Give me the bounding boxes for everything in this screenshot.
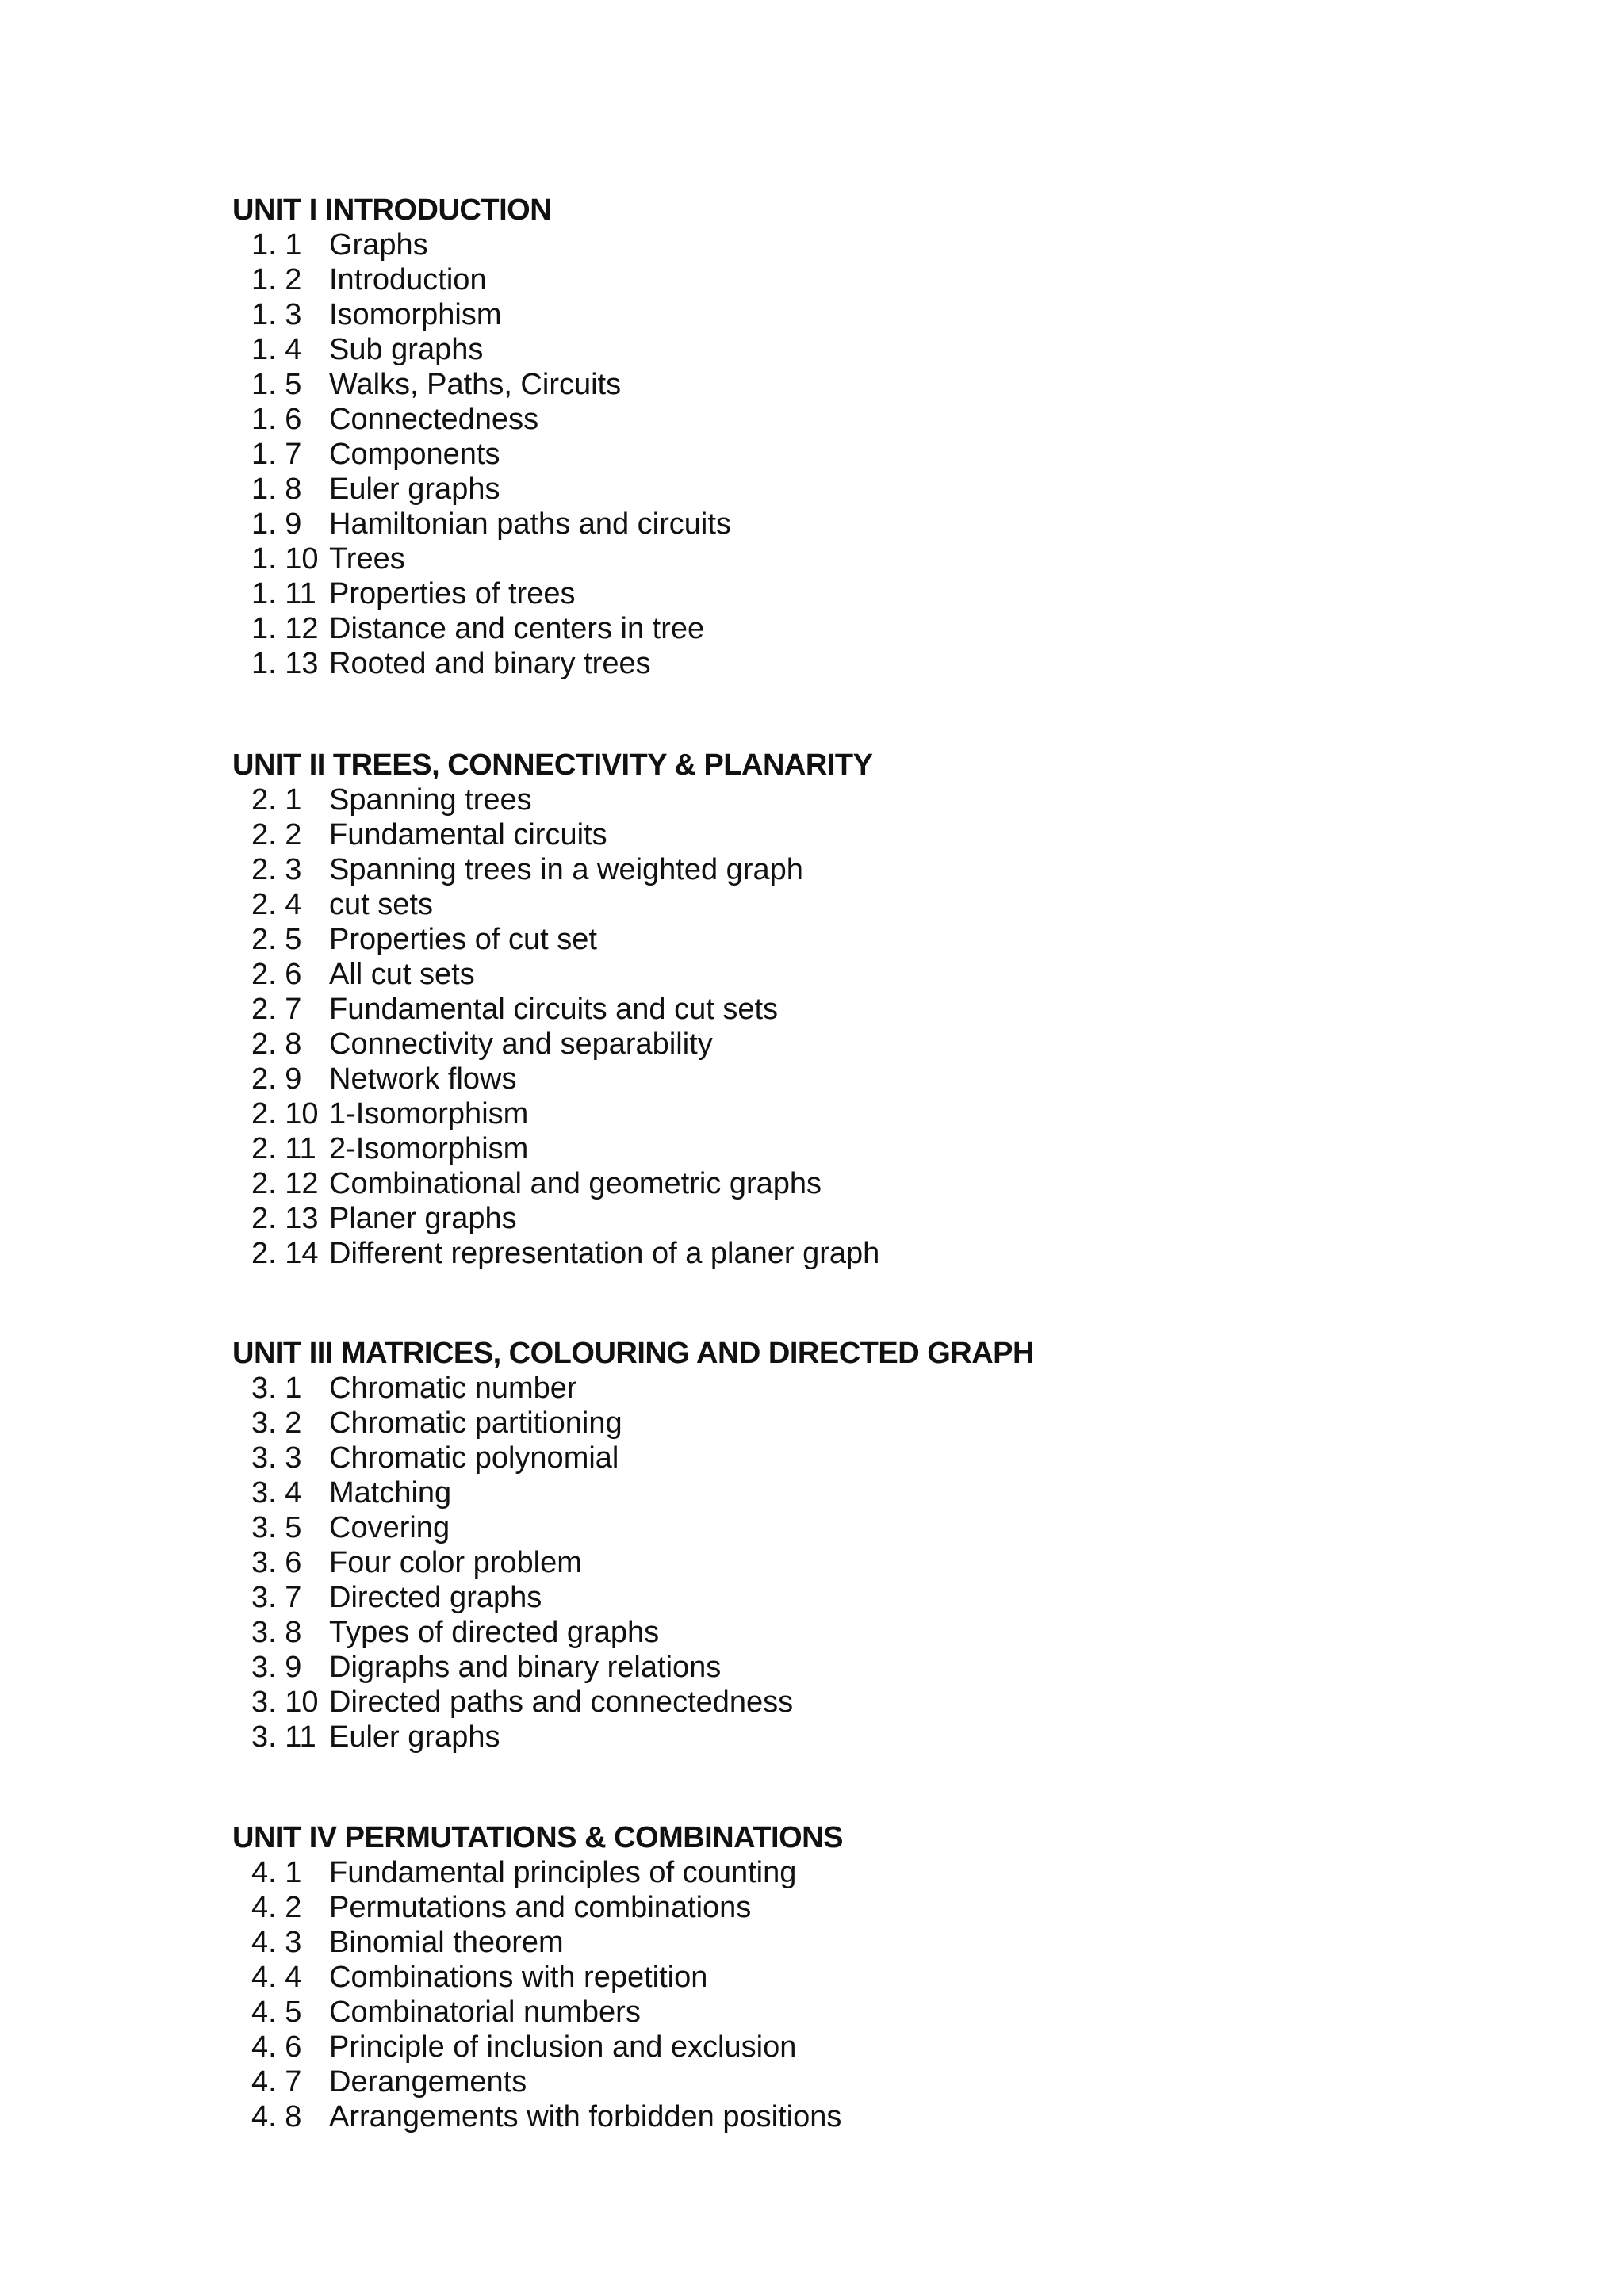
topic-number: 4. 8	[251, 2100, 302, 2133]
topic-label: All cut sets	[329, 958, 475, 991]
topic-label: Introduction	[329, 263, 487, 297]
topic-row	[232, 1650, 1034, 1685]
topic-label: Covering	[329, 1511, 450, 1544]
topic-number: 2. 4	[251, 888, 302, 921]
topic-label: Spanning trees	[329, 783, 532, 817]
topic-row	[232, 2064, 843, 2099]
topic-label: 1-Isomorphism	[329, 1097, 529, 1131]
topic-label: Combinatorial numbers	[329, 1996, 641, 2029]
topic-label: Connectivity and separability	[329, 1027, 713, 1061]
topic-row	[232, 1960, 843, 1995]
topic-row	[232, 1615, 1034, 1650]
topic-label: Directed paths and connectedness	[329, 1686, 794, 1719]
topic-number: 3. 3	[251, 1441, 302, 1475]
topic-number: 2. 11	[251, 1132, 316, 1165]
topic-number: 4. 7	[251, 2065, 302, 2099]
topic-number: 4. 6	[251, 2030, 302, 2064]
topic-row	[232, 576, 731, 611]
topic-number: 2. 6	[251, 958, 302, 991]
topic-row	[232, 541, 731, 576]
topic-row	[232, 297, 731, 332]
topic-number: 3. 8	[251, 1616, 302, 1649]
topic-number: 4. 4	[251, 1961, 302, 1994]
topic-label: Planer graphs	[329, 1202, 517, 1235]
topic-number: 1. 3	[251, 298, 302, 331]
topic-row	[232, 2099, 843, 2134]
topic-label: Combinational and geometric graphs	[329, 1167, 822, 1200]
topic-label: Permutations and combinations	[329, 1891, 752, 1924]
topic-label: Network flows	[329, 1062, 517, 1096]
topic-row	[232, 1096, 879, 1131]
topic-row	[232, 1062, 879, 1096]
topic-label: Properties of cut set	[329, 923, 597, 956]
topic-label: cut sets	[329, 888, 433, 921]
topic-number: 4. 2	[251, 1891, 302, 1924]
topic-label: Euler graphs	[329, 1720, 500, 1754]
topic-row	[232, 332, 731, 367]
topic-number: 2. 7	[251, 993, 302, 1026]
topic-number: 1. 12	[251, 612, 319, 645]
unit-title: UNIT III MATRICES, COLOURING AND DIRECTED GRAPH	[232, 1337, 1034, 1370]
topic-number: 3. 6	[251, 1546, 302, 1579]
topic-label: Properties of trees	[329, 577, 576, 610]
topic-label: Sub graphs	[329, 333, 484, 366]
unit-section	[232, 193, 731, 681]
topic-row	[232, 262, 731, 297]
topic-row	[232, 1720, 1034, 1755]
topic-label: Directed graphs	[329, 1581, 542, 1614]
topic-row	[232, 992, 879, 1027]
topic-row	[232, 437, 731, 472]
topic-label: Arrangements with forbidden positions	[329, 2100, 842, 2133]
topic-label: Types of directed graphs	[329, 1616, 660, 1649]
topic-label: Binomial theorem	[329, 1926, 564, 1959]
topic-number: 3. 1	[251, 1372, 302, 1405]
topic-row	[232, 507, 731, 541]
topic-number: 2. 14	[251, 1237, 319, 1270]
topic-number: 2. 10	[251, 1097, 319, 1131]
topic-number: 2. 9	[251, 1062, 302, 1096]
topic-number: 3. 2	[251, 1406, 302, 1440]
topic-label: 2-Isomorphism	[329, 1132, 529, 1165]
topic-number: 4. 3	[251, 1926, 302, 1959]
topic-label: Isomorphism	[329, 298, 502, 331]
topic-label: Walks, Paths, Circuits	[329, 368, 622, 401]
topic-number: 2. 5	[251, 923, 302, 956]
topic-row	[232, 228, 731, 262]
topic-number: 2. 12	[251, 1167, 319, 1200]
topic-row	[232, 852, 879, 887]
topic-list	[232, 228, 731, 681]
topic-row	[232, 1166, 879, 1201]
topic-label: Chromatic polynomial	[329, 1441, 619, 1475]
topic-label: Graphs	[329, 228, 428, 262]
topic-number: 2. 3	[251, 853, 302, 886]
topic-label: Components	[329, 438, 500, 471]
unit-title: UNIT IV PERMUTATIONS & COMBINATIONS	[232, 1821, 843, 1854]
topic-row	[232, 1201, 879, 1236]
topic-number: 1. 8	[251, 473, 302, 506]
topic-number: 3. 11	[251, 1720, 316, 1754]
topic-row	[232, 1441, 1034, 1475]
unit-section	[232, 1336, 1034, 1755]
topic-number: 1. 9	[251, 507, 302, 541]
topic-row	[232, 1685, 1034, 1720]
topic-row	[232, 922, 879, 957]
topic-row	[232, 646, 731, 681]
topic-number: 1. 11	[251, 577, 316, 610]
topic-row	[232, 783, 879, 817]
topic-label: Matching	[329, 1476, 452, 1510]
topic-row	[232, 2030, 843, 2064]
unit-section	[232, 1820, 843, 2134]
topic-number: 1. 7	[251, 438, 302, 471]
unit-title: UNIT I INTRODUCTION	[232, 193, 552, 227]
topic-label: Distance and centers in tree	[329, 612, 705, 645]
topic-row	[232, 611, 731, 646]
topic-number: 1. 10	[251, 542, 319, 576]
topic-number: 2. 1	[251, 783, 302, 817]
topic-number: 3. 4	[251, 1476, 302, 1510]
topic-label: Euler graphs	[329, 473, 500, 506]
topic-number: 1. 2	[251, 263, 302, 297]
topic-row	[232, 1890, 843, 1925]
topic-label: Principle of inclusion and exclusion	[329, 2030, 797, 2064]
topic-label: Fundamental circuits and cut sets	[329, 993, 779, 1026]
topic-number: 2. 13	[251, 1202, 319, 1235]
topic-number: 1. 6	[251, 403, 302, 436]
topic-number: 1. 4	[251, 333, 302, 366]
topic-list	[232, 1855, 843, 2134]
topic-number: 2. 8	[251, 1027, 302, 1061]
topic-row	[232, 1475, 1034, 1510]
unit-section	[232, 748, 879, 1271]
topic-row	[232, 1995, 843, 2030]
topic-label: Four color problem	[329, 1546, 582, 1579]
topic-row	[232, 1545, 1034, 1580]
topic-row	[232, 1510, 1034, 1545]
topic-list	[232, 1371, 1034, 1755]
topic-list	[232, 783, 879, 1271]
topic-label: Chromatic number	[329, 1372, 577, 1405]
topic-label: Chromatic partitioning	[329, 1406, 622, 1440]
topic-label: Fundamental principles of counting	[329, 1856, 797, 1889]
topic-row	[232, 1027, 879, 1062]
topic-label: Spanning trees in a weighted graph	[329, 853, 803, 886]
topic-number: 4. 5	[251, 1996, 302, 2029]
topic-label: Hamiltonian paths and circuits	[329, 507, 731, 541]
topic-row	[232, 1855, 843, 1890]
topic-label: Fundamental circuits	[329, 818, 607, 851]
topic-number: 1. 1	[251, 228, 302, 262]
topic-number: 3. 10	[251, 1686, 319, 1719]
topic-number: 1. 5	[251, 368, 302, 401]
topic-label: Rooted and binary trees	[329, 647, 651, 680]
topic-row	[232, 367, 731, 402]
topic-row	[232, 472, 731, 507]
topic-row	[232, 1580, 1034, 1615]
topic-row	[232, 1236, 879, 1271]
topic-label: Combinations with repetition	[329, 1961, 708, 1994]
topic-row	[232, 402, 731, 437]
topic-number: 3. 5	[251, 1511, 302, 1544]
topic-row	[232, 1131, 879, 1166]
topic-row	[232, 1371, 1034, 1406]
unit-title: UNIT II TREES, CONNECTIVITY & PLANARITY	[232, 748, 873, 782]
topic-label: Derangements	[329, 2065, 527, 2099]
topic-row	[232, 817, 879, 852]
topic-number: 4. 1	[251, 1856, 302, 1889]
topic-row	[232, 887, 879, 922]
topic-row	[232, 1406, 1034, 1441]
topic-label: Trees	[329, 542, 405, 576]
topic-number: 1. 13	[251, 647, 319, 680]
topic-number: 2. 2	[251, 818, 302, 851]
topic-label: Digraphs and binary relations	[329, 1651, 722, 1684]
topic-row	[232, 1925, 843, 1960]
topic-row	[232, 957, 879, 992]
topic-number: 3. 7	[251, 1581, 302, 1614]
topic-label: Different representation of a planer graph	[329, 1237, 880, 1270]
topic-label: Connectedness	[329, 403, 539, 436]
topic-number: 3. 9	[251, 1651, 302, 1684]
